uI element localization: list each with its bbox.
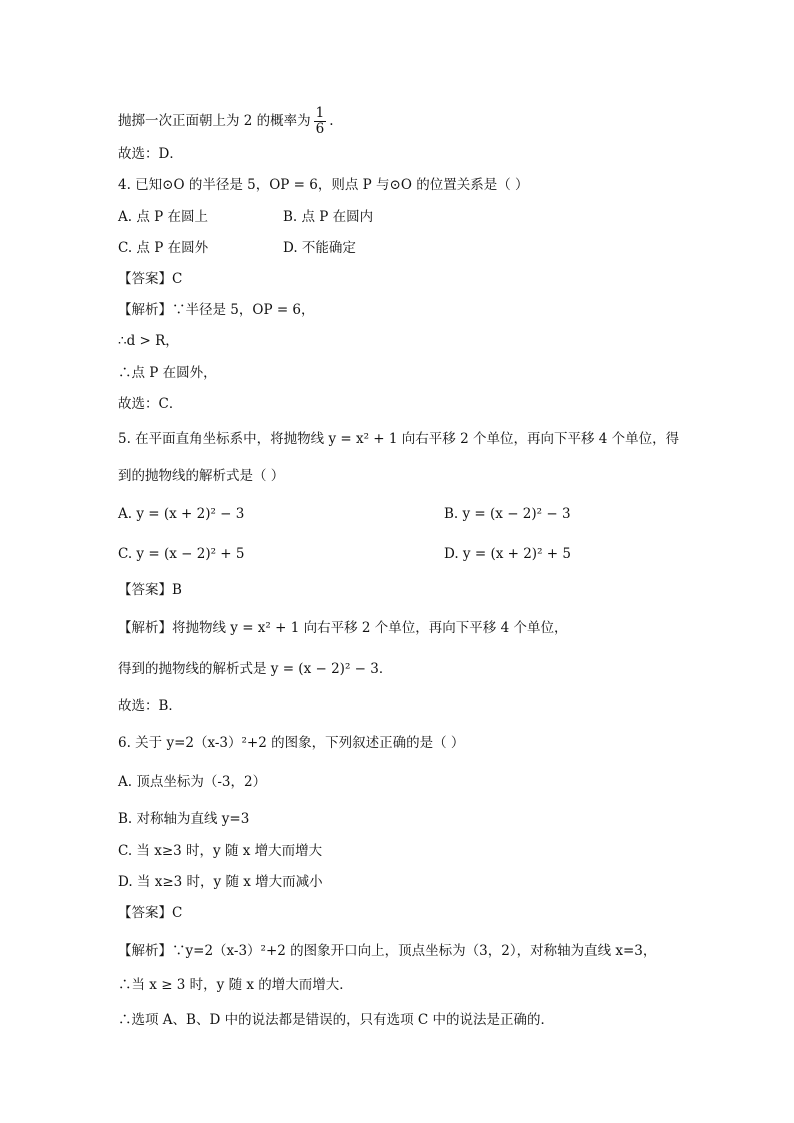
q5-option-c: C. y = (x − 2)² + 5 xyxy=(118,546,245,562)
q6-option-d: D. 当 x≥3 时，y 随 x 增大而减小 xyxy=(118,874,323,890)
q5-option-d: D. y = (x + 2)² + 5 xyxy=(444,546,571,562)
q5-answer: 【答案】B xyxy=(118,582,182,598)
q5-explanation-3: 故选：B． xyxy=(118,698,182,714)
q4-option-a: A. 点 P 在圆上 xyxy=(118,209,208,225)
q6-option-b: B. 对称轴为直线 y=3 xyxy=(118,811,250,827)
probability-end: . xyxy=(329,113,334,129)
question-4: 4. 已知⊙O 的半径是 5，OP = 6，则点 P 与⊙O 的位置关系是（ ） xyxy=(118,177,529,193)
q6-option-a: A. 顶点坐标为（-3，2） xyxy=(118,774,267,790)
q4-explanation-2: ∴d > R， xyxy=(118,333,179,349)
q4-answer: 【答案】C xyxy=(118,271,183,287)
q4-option-d: D. 不能确定 xyxy=(283,240,356,256)
question-5-line-1: 5. 在平面直角坐标系中，将抛物线 y = x² + 1 向右平移 2 个单位，再向下平移 4 个单位，得 xyxy=(118,431,680,447)
q5-explanation-1: 【解析】将抛物线 y = x² + 1 向右平移 2 个单位，再向下平移 4 个单位， xyxy=(118,620,568,636)
q4-explanation-4: 故选：C． xyxy=(118,396,183,412)
q4-explanation-3: ∴点 P 在圆外， xyxy=(118,365,217,381)
q6-answer: 【答案】C xyxy=(118,905,183,921)
q6-explanation-1: 【解析】∵y=2（x-3）²+2 的图象开口向上，顶点坐标为（3，2），对称轴为直线 x=3， xyxy=(118,943,657,959)
q4-explanation-1: 【解析】∵半径是 5，OP = 6， xyxy=(118,302,315,318)
q4-option-b: B. 点 P 在圆内 xyxy=(283,209,374,225)
fraction-denominator: 6 xyxy=(315,121,325,137)
q5-option-b: B. y = (x − 2)² − 3 xyxy=(444,506,571,522)
q5-explanation-2: 得到的抛物线的解析式是 y = (x − 2)² − 3． xyxy=(118,661,393,677)
probability-text: 抛掷一次正面朝上为 2 的概率为 xyxy=(118,113,311,129)
q6-explanation-3: ∴选项 A、B、D 中的说法都是错误的，只有选项 C 中的说法是正确的． xyxy=(118,1012,554,1028)
q6-explanation-2: ∴当 x ≥ 3 时，y 随 x 的增大而增大． xyxy=(118,977,353,993)
question-6: 6. 关于 y=2（x-3）²+2 的图象，下列叙述正确的是（ ） xyxy=(118,735,465,751)
answer-choice-line: 故选：D． xyxy=(118,146,183,162)
fraction xyxy=(314,106,327,137)
q5-option-a: A. y = (x + 2)² − 3 xyxy=(118,506,245,522)
probability-line xyxy=(118,106,334,137)
fraction-numerator: 1 xyxy=(315,105,325,121)
q4-option-c: C. 点 P 在圆外 xyxy=(118,240,209,256)
question-5-line-2: 到的抛物线的解析式是（ ） xyxy=(118,468,285,484)
q6-option-c: C. 当 x≥3 时，y 随 x 增大而增大 xyxy=(118,843,323,859)
